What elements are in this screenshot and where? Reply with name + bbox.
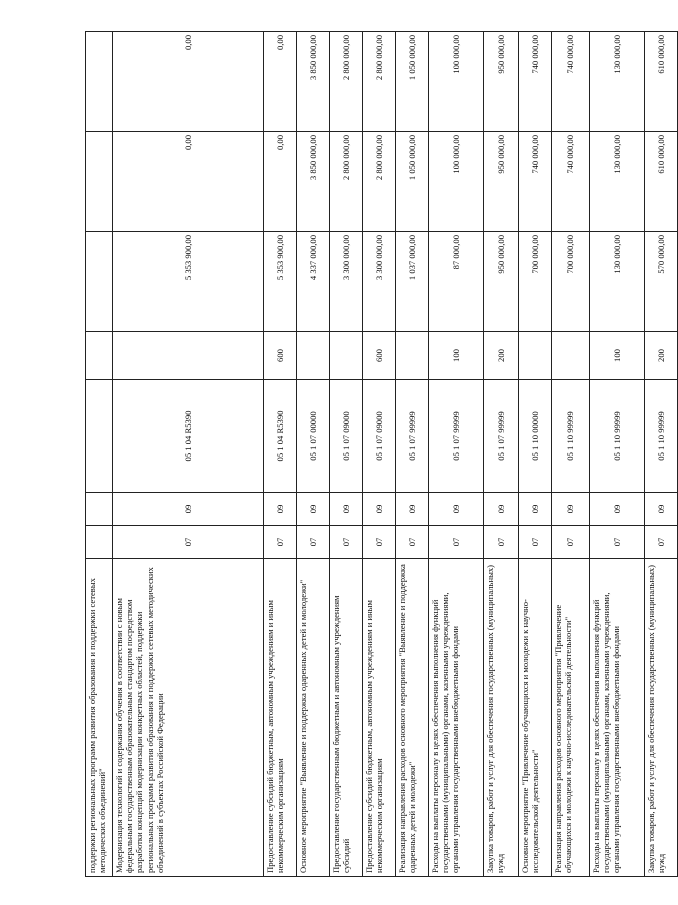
cell-amount-1 xyxy=(86,232,113,332)
cell-amount-3: 130 000,00 xyxy=(590,32,645,132)
cell-expense-type: 200 xyxy=(484,332,519,380)
cell-target-article: 05 1 07 09000 xyxy=(330,380,363,493)
cell-amount-2: 0,00 xyxy=(113,132,264,232)
table-row xyxy=(484,32,519,877)
cell-amount-1: 1 037 000,00 xyxy=(396,232,429,332)
table-row xyxy=(330,32,363,877)
cell-target-article: 05 1 10 99999 xyxy=(645,380,678,493)
table-row xyxy=(396,32,429,877)
cell-amount-2: 2 800 000,00 xyxy=(330,132,363,232)
cell-amount-2: 100 000,00 xyxy=(429,132,484,232)
cell-section xyxy=(86,526,113,559)
cell-amount-1: 700 000,00 xyxy=(552,232,590,332)
cell-expense-type xyxy=(86,332,113,380)
cell-amount-2: 740 000,00 xyxy=(552,132,590,232)
cell-amount-3: 740 000,00 xyxy=(552,32,590,132)
cell-amount-3: 3 850 000,00 xyxy=(297,32,330,132)
cell-target-article: 05 1 07 00000 xyxy=(297,380,330,493)
cell-amount-3: 100 000,00 xyxy=(429,32,484,132)
budget-table xyxy=(85,31,678,877)
cell-amount-1: 5 353 900,00 xyxy=(264,232,297,332)
cell-name: Основное мероприятие "Выявление и поддержка одаренных детей и молодежи" xyxy=(297,559,330,877)
cell-subsection: 09 xyxy=(519,493,552,526)
cell-expense-type xyxy=(396,332,429,380)
cell-name: поддержки региональных программ развития образования и поддержки сетевых методических объединений" xyxy=(86,559,113,877)
cell-expense-type xyxy=(330,332,363,380)
cell-subsection: 09 xyxy=(396,493,429,526)
cell-amount-2 xyxy=(86,132,113,232)
cell-subsection: 09 xyxy=(552,493,590,526)
table-row xyxy=(113,32,264,877)
cell-amount-1: 570 000,00 xyxy=(645,232,678,332)
cell-section: 07 xyxy=(264,526,297,559)
cell-section: 07 xyxy=(519,526,552,559)
cell-amount-2: 130 000,00 xyxy=(590,132,645,232)
cell-amount-1: 950 000,00 xyxy=(484,232,519,332)
table-row xyxy=(645,32,678,877)
table-row xyxy=(429,32,484,877)
table-row xyxy=(297,32,330,877)
cell-subsection: 09 xyxy=(297,493,330,526)
cell-target-article: 05 1 07 99999 xyxy=(484,380,519,493)
cell-section: 07 xyxy=(645,526,678,559)
cell-subsection: 09 xyxy=(363,493,396,526)
cell-section: 07 xyxy=(113,526,264,559)
table-row xyxy=(519,32,552,877)
cell-amount-2: 950 000,00 xyxy=(484,132,519,232)
cell-section: 07 xyxy=(396,526,429,559)
cell-section: 07 xyxy=(590,526,645,559)
cell-amount-3: 0,00 xyxy=(264,32,297,132)
cell-amount-3: 2 800 000,00 xyxy=(330,32,363,132)
budget-table-body xyxy=(86,32,678,877)
cell-amount-3 xyxy=(86,32,113,132)
cell-name: Расходы на выплаты персоналу в целях обеспечения выполнения функций государственными (муниципальными) органами, казенными учреждениями, органами управления государственными внебюджетными фондами xyxy=(429,559,484,877)
cell-section: 07 xyxy=(330,526,363,559)
cell-expense-type: 600 xyxy=(363,332,396,380)
cell-target-article xyxy=(86,380,113,493)
cell-amount-2: 740 000,00 xyxy=(519,132,552,232)
cell-target-article: 05 1 10 00000 xyxy=(519,380,552,493)
cell-amount-1: 4 337 000,00 xyxy=(297,232,330,332)
cell-expense-type xyxy=(113,332,264,380)
cell-expense-type xyxy=(297,332,330,380)
cell-amount-3: 2 800 000,00 xyxy=(363,32,396,132)
cell-target-article: 05 1 07 99999 xyxy=(429,380,484,493)
cell-name: Закупка товаров, работ и услуг для обеспечения государственных (муниципальных) нужд xyxy=(484,559,519,877)
cell-amount-2: 0,00 xyxy=(264,132,297,232)
cell-amount-3: 1 050 000,00 xyxy=(396,32,429,132)
cell-amount-2: 1 050 000,00 xyxy=(396,132,429,232)
cell-amount-1: 700 000,00 xyxy=(519,232,552,332)
cell-amount-2: 610 000,00 xyxy=(645,132,678,232)
cell-expense-type xyxy=(552,332,590,380)
table-row xyxy=(264,32,297,877)
cell-subsection: 09 xyxy=(330,493,363,526)
cell-section: 07 xyxy=(363,526,396,559)
cell-expense-type: 100 xyxy=(590,332,645,380)
cell-name: Реализация направления расходов основного мероприятия "Привлечение обучающихся и молодежи к научно-исследовательской деятельности" xyxy=(552,559,590,877)
cell-amount-3: 740 000,00 xyxy=(519,32,552,132)
cell-section: 07 xyxy=(297,526,330,559)
cell-target-article: 05 1 07 99999 xyxy=(396,380,429,493)
cell-amount-1: 3 300 000,00 xyxy=(363,232,396,332)
cell-subsection: 09 xyxy=(264,493,297,526)
cell-name: Расходы на выплаты персоналу в целях обеспечения выполнения функций государственными (муниципальными) органами, казенными учреждениями, органами управления государственными внебюджетными фондами xyxy=(590,559,645,877)
cell-target-article: 05 1 04 R5390 xyxy=(113,380,264,493)
table-row xyxy=(86,32,113,877)
cell-subsection xyxy=(86,493,113,526)
cell-target-article: 05 1 04 R5390 xyxy=(264,380,297,493)
cell-expense-type: 200 xyxy=(645,332,678,380)
cell-amount-2: 3 850 000,00 xyxy=(297,132,330,232)
cell-section: 07 xyxy=(484,526,519,559)
cell-name: Предоставление субсидий бюджетным, автономным учреждениям и иным некоммерческим организациям xyxy=(264,559,297,877)
cell-subsection: 09 xyxy=(429,493,484,526)
cell-amount-1: 5 353 900,00 xyxy=(113,232,264,332)
cell-amount-1: 87 000,00 xyxy=(429,232,484,332)
rotated-budget-table xyxy=(85,32,667,877)
cell-subsection: 09 xyxy=(645,493,678,526)
cell-amount-2: 2 800 000,00 xyxy=(363,132,396,232)
cell-amount-1: 130 000,00 xyxy=(590,232,645,332)
cell-expense-type: 100 xyxy=(429,332,484,380)
cell-section: 07 xyxy=(552,526,590,559)
table-row xyxy=(590,32,645,877)
cell-target-article: 05 1 10 99999 xyxy=(590,380,645,493)
cell-amount-1: 3 300 000,00 xyxy=(330,232,363,332)
table-row xyxy=(363,32,396,877)
cell-target-article: 05 1 07 09000 xyxy=(363,380,396,493)
cell-name: Закупка товаров, работ и услуг для обеспечения государственных (муниципальных) нужд xyxy=(645,559,678,877)
cell-subsection: 09 xyxy=(484,493,519,526)
cell-expense-type xyxy=(519,332,552,380)
cell-section: 07 xyxy=(429,526,484,559)
cell-name: Предоставление государственным бюджетным и автономным учреждениям субсидий xyxy=(330,559,363,877)
cell-amount-3: 610 000,00 xyxy=(645,32,678,132)
cell-name: Предоставление субсидий бюджетным, автономным учреждениям и иным некоммерческим организациям xyxy=(363,559,396,877)
cell-name: Реализация направления расходов основного мероприятия "Выявление и поддержка одаренных детей и молодежи" xyxy=(396,559,429,877)
table-row xyxy=(552,32,590,877)
cell-expense-type: 600 xyxy=(264,332,297,380)
cell-subsection: 09 xyxy=(590,493,645,526)
cell-subsection: 09 xyxy=(113,493,264,526)
cell-amount-3: 0,00 xyxy=(113,32,264,132)
cell-name: Модернизация технологий и содержания обучения в соответствии с новым федеральным государственным образовательным стандартом посредством разработки концепций модернизации конкретных областей, поддержки региональных программ развития образования и поддержки сетевых методических объединений в субъектах Российской Федерации xyxy=(113,559,264,877)
cell-target-article: 05 1 10 99999 xyxy=(552,380,590,493)
cell-name: Основное мероприятие "Привлечение обучающихся и молодежи к научно-исследовательской деятельности" xyxy=(519,559,552,877)
cell-amount-3: 950 000,00 xyxy=(484,32,519,132)
